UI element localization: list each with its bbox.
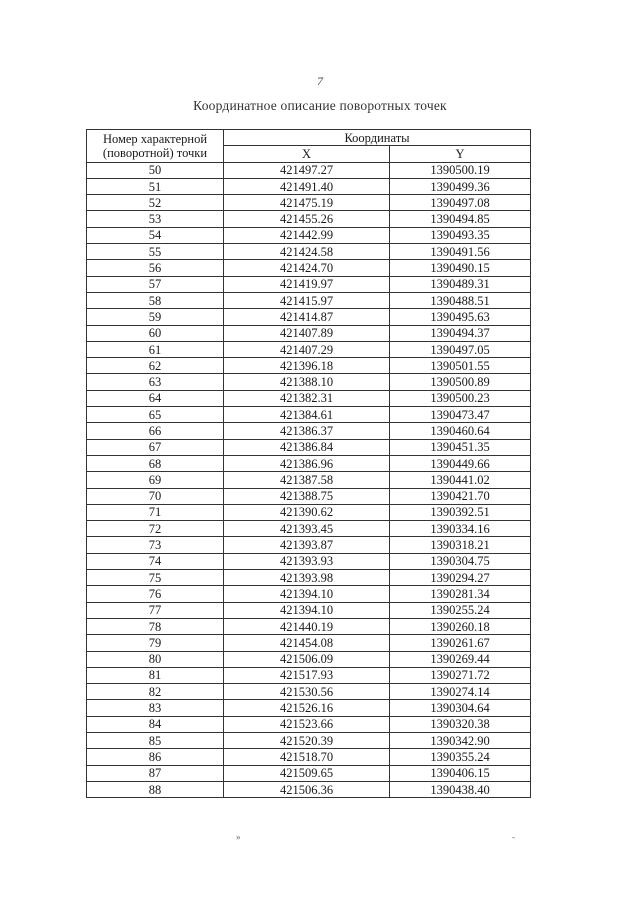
cell-point-number: 65 [87, 407, 224, 423]
cell-x: 421530.56 [224, 684, 390, 700]
cell-y: 1390501.55 [390, 358, 531, 374]
cell-point-number: 55 [87, 244, 224, 260]
cell-y: 1390489.31 [390, 276, 531, 292]
table-row [87, 651, 531, 667]
cell-y: 1390500.89 [390, 374, 531, 390]
table-row [87, 765, 531, 781]
table-row [87, 602, 531, 618]
cell-y: 1390491.56 [390, 244, 531, 260]
cell-point-number: 54 [87, 227, 224, 243]
cell-y: 1390493.35 [390, 227, 531, 243]
cell-point-number: 78 [87, 618, 224, 634]
table-row [87, 553, 531, 569]
cell-y: 1390271.72 [390, 667, 531, 683]
cell-point-number: 76 [87, 586, 224, 602]
header-y: Y [390, 146, 531, 162]
table-row [87, 390, 531, 406]
cell-x: 421382.31 [224, 390, 390, 406]
table-row [87, 521, 531, 537]
table-row [87, 684, 531, 700]
cell-x: 421517.93 [224, 667, 390, 683]
table-row [87, 309, 531, 325]
page-number: 7 [317, 74, 323, 88]
cell-y: 1390320.38 [390, 716, 531, 732]
table-row [87, 618, 531, 634]
cell-point-number: 73 [87, 537, 224, 553]
cell-x: 421506.36 [224, 781, 390, 797]
cell-y: 1390473.47 [390, 407, 531, 423]
cell-point-number: 63 [87, 374, 224, 390]
cell-point-number: 57 [87, 276, 224, 292]
cell-x: 421520.39 [224, 732, 390, 748]
cell-x: 421394.10 [224, 602, 390, 618]
cell-point-number: 86 [87, 749, 224, 765]
cell-point-number: 85 [87, 732, 224, 748]
cell-x: 421388.75 [224, 488, 390, 504]
footer-mark-left: » [236, 832, 241, 842]
cell-point-number: 74 [87, 553, 224, 569]
table-header [87, 130, 531, 163]
table-row [87, 570, 531, 586]
cell-x: 421424.70 [224, 260, 390, 276]
cell-y: 1390490.15 [390, 260, 531, 276]
cell-x: 421387.58 [224, 472, 390, 488]
cell-point-number: 53 [87, 211, 224, 227]
cell-y: 1390449.66 [390, 455, 531, 471]
cell-y: 1390494.37 [390, 325, 531, 341]
table-row [87, 667, 531, 683]
table-row [87, 732, 531, 748]
table-row [87, 407, 531, 423]
cell-x: 421475.19 [224, 195, 390, 211]
cell-x: 421414.87 [224, 309, 390, 325]
table-row [87, 537, 531, 553]
cell-y: 1390438.40 [390, 781, 531, 797]
cell-point-number: 52 [87, 195, 224, 211]
cell-point-number: 81 [87, 667, 224, 683]
cell-x: 421393.45 [224, 521, 390, 537]
cell-point-number: 67 [87, 439, 224, 455]
cell-y: 1390355.24 [390, 749, 531, 765]
table-row [87, 227, 531, 243]
table-row [87, 700, 531, 716]
cell-point-number: 64 [87, 390, 224, 406]
cell-y: 1390274.14 [390, 684, 531, 700]
cell-x: 421386.37 [224, 423, 390, 439]
header-x: X [224, 146, 390, 162]
cell-x: 421393.93 [224, 553, 390, 569]
table-row [87, 455, 531, 471]
cell-x: 421491.40 [224, 178, 390, 194]
cell-point-number: 60 [87, 325, 224, 341]
cell-x: 421518.70 [224, 749, 390, 765]
cell-y: 1390451.35 [390, 439, 531, 455]
cell-x: 421394.10 [224, 586, 390, 602]
cell-y: 1390260.18 [390, 618, 531, 634]
cell-point-number: 59 [87, 309, 224, 325]
table-row [87, 260, 531, 276]
cell-point-number: 83 [87, 700, 224, 716]
cell-y: 1390261.67 [390, 635, 531, 651]
cell-x: 421526.16 [224, 700, 390, 716]
table-row [87, 439, 531, 455]
table-row [87, 504, 531, 520]
cell-y: 1390406.15 [390, 765, 531, 781]
cell-x: 421497.27 [224, 162, 390, 178]
table-row [87, 781, 531, 797]
cell-y: 1390342.90 [390, 732, 531, 748]
cell-x: 421384.61 [224, 407, 390, 423]
cell-y: 1390497.08 [390, 195, 531, 211]
footer-mark-right: - [512, 832, 515, 842]
cell-x: 421396.18 [224, 358, 390, 374]
table-row [87, 472, 531, 488]
cell-x: 421407.29 [224, 341, 390, 357]
header-point-line2: (поворотной) точки [102, 145, 208, 160]
table-row [87, 211, 531, 227]
cell-x: 421386.96 [224, 455, 390, 471]
cell-point-number: 50 [87, 162, 224, 178]
coordinates-table [86, 129, 531, 798]
cell-point-number: 62 [87, 358, 224, 374]
cell-x: 421440.19 [224, 618, 390, 634]
table-row [87, 195, 531, 211]
cell-y: 1390421.70 [390, 488, 531, 504]
table-row [87, 341, 531, 357]
cell-x: 421424.58 [224, 244, 390, 260]
header-point-number [87, 130, 224, 163]
cell-point-number: 51 [87, 178, 224, 194]
cell-y: 1390495.63 [390, 309, 531, 325]
table-row [87, 374, 531, 390]
cell-y: 1390500.23 [390, 390, 531, 406]
cell-point-number: 77 [87, 602, 224, 618]
cell-point-number: 82 [87, 684, 224, 700]
cell-point-number: 80 [87, 651, 224, 667]
cell-y: 1390499.36 [390, 178, 531, 194]
cell-y: 1390392.51 [390, 504, 531, 520]
cell-x: 421386.84 [224, 439, 390, 455]
cell-y: 1390441.02 [390, 472, 531, 488]
cell-x: 421455.26 [224, 211, 390, 227]
cell-y: 1390494.85 [390, 211, 531, 227]
cell-x: 421419.97 [224, 276, 390, 292]
table-row [87, 162, 531, 178]
cell-x: 421442.99 [224, 227, 390, 243]
cell-y: 1390294.27 [390, 570, 531, 586]
cell-point-number: 88 [87, 781, 224, 797]
cell-point-number: 79 [87, 635, 224, 651]
cell-point-number: 75 [87, 570, 224, 586]
cell-y: 1390460.64 [390, 423, 531, 439]
cell-point-number: 68 [87, 455, 224, 471]
cell-y: 1390281.34 [390, 586, 531, 602]
cell-x: 421393.98 [224, 570, 390, 586]
cell-x: 421454.08 [224, 635, 390, 651]
table-row [87, 716, 531, 732]
cell-y: 1390304.64 [390, 700, 531, 716]
header-coordinates: Координаты [224, 130, 531, 146]
cell-y: 1390255.24 [390, 602, 531, 618]
table-row [87, 488, 531, 504]
cell-y: 1390334.16 [390, 521, 531, 537]
cell-x: 421390.62 [224, 504, 390, 520]
cell-y: 1390269.44 [390, 651, 531, 667]
cell-y: 1390500.19 [390, 162, 531, 178]
table-row [87, 244, 531, 260]
cell-y: 1390318.21 [390, 537, 531, 553]
cell-x: 421506.09 [224, 651, 390, 667]
cell-point-number: 56 [87, 260, 224, 276]
cell-x: 421523.66 [224, 716, 390, 732]
cell-x: 421388.10 [224, 374, 390, 390]
cell-y: 1390488.51 [390, 292, 531, 308]
table-row [87, 325, 531, 341]
cell-point-number: 71 [87, 504, 224, 520]
cell-y: 1390304.75 [390, 553, 531, 569]
table-row [87, 292, 531, 308]
document-title: Координатное описание поворотных точек [193, 98, 447, 113]
cell-point-number: 87 [87, 765, 224, 781]
table-row [87, 749, 531, 765]
cell-point-number: 61 [87, 341, 224, 357]
cell-point-number: 66 [87, 423, 224, 439]
header-point-line1: Номер характерной [102, 131, 208, 146]
cell-point-number: 84 [87, 716, 224, 732]
cell-x: 421415.97 [224, 292, 390, 308]
table-row [87, 276, 531, 292]
cell-y: 1390497.05 [390, 341, 531, 357]
cell-x: 421407.89 [224, 325, 390, 341]
cell-point-number: 70 [87, 488, 224, 504]
table-row [87, 358, 531, 374]
table-row [87, 586, 531, 602]
cell-point-number: 72 [87, 521, 224, 537]
table-row [87, 635, 531, 651]
table-row [87, 423, 531, 439]
cell-x: 421509.65 [224, 765, 390, 781]
cell-point-number: 69 [87, 472, 224, 488]
table-row [87, 178, 531, 194]
cell-point-number: 58 [87, 292, 224, 308]
table-body [87, 162, 531, 798]
cell-x: 421393.87 [224, 537, 390, 553]
